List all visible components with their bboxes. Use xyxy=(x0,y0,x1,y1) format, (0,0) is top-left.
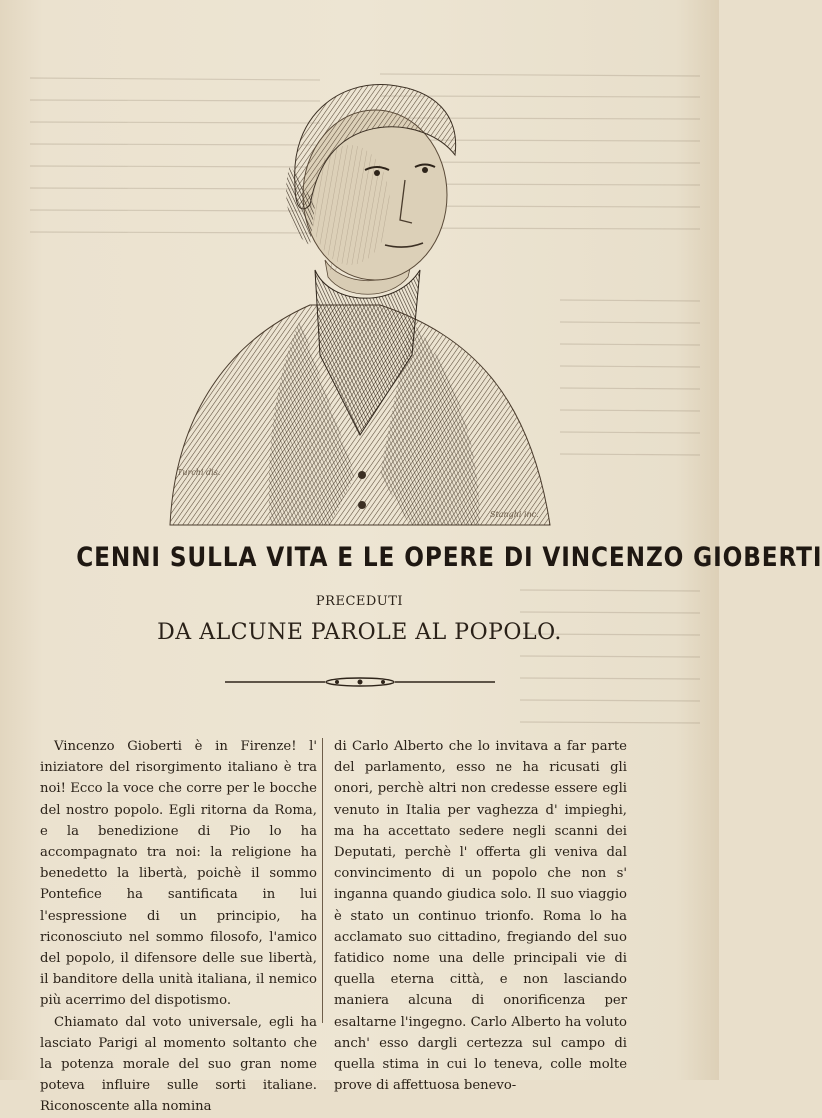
portrait-engraving xyxy=(150,55,570,535)
article-subtitle-large: DA ALCUNE PAROLE AL POPOLO. xyxy=(157,620,562,645)
text-column-left xyxy=(40,736,317,1118)
article-title: CENNI SULLA VITA E LE OPERE DI VINCENZO GIOBERTI xyxy=(76,542,822,573)
text-column-right xyxy=(334,736,627,1096)
ornamental-divider xyxy=(225,674,495,690)
engraver-signature-left: Turchi dis. xyxy=(177,468,221,477)
paragraph: Chiamato dal voto universale, egli ha lasciato Parigi al momento soltanto che la potenza morale del suo gran nome poteva influire sulle sorti italiane. Riconoscente alla nomina xyxy=(40,1014,317,1115)
paragraph: Vincenzo Gioberti è in Firenze! l' iniziatore del risorgimento italiano è tra noi! Ecco la voce che corre per le bocche del nostro popolo. Egli ritorna da Roma, e la benedizione di Pio lo ha accompagnato tra noi: la religione ha benedetto la libertà, poichè il sommo Pontefice ha santificata in lui l'espressione di un principio, ha riconosciuto nel sommo filosofo, l'amico del popolo, il difensore delle sue libertà, il banditore della unità italiana, il nemico più acerrimo del dispotismo. xyxy=(40,739,317,1009)
paragraph: di Carlo Alberto che lo invitava a far parte del parlamento, esso ne ha ricusati gli onori, perchè altri non credesse essere egli venuto in Italia per vaghezza d' impieghi, ma ha accettato sedere negli scanni dei Deputati, perchè l' offerta gli veniva dal convincimento di un popolo che non s' inganna quando giudica solo. Il suo viaggio è stato un continuo trionfo. Roma lo ha acclamato suo cittadino, fregiando del suo fatidico nome una delle principali vie di quella eterna città, e non lasciando maniera alcuna di onorificenza per esaltarne l'ingegno. Carlo Alberto ha voluto anch' esso dargli certezza sul campo di quella stima in cui lo teneva, colle molte prove di affettuosa benevo- xyxy=(334,739,627,1094)
column-rule xyxy=(322,738,323,1023)
engraver-signature-right: Stanghi inc. xyxy=(490,510,539,519)
article-subtitle-small: PRECEDUTI xyxy=(315,594,404,609)
